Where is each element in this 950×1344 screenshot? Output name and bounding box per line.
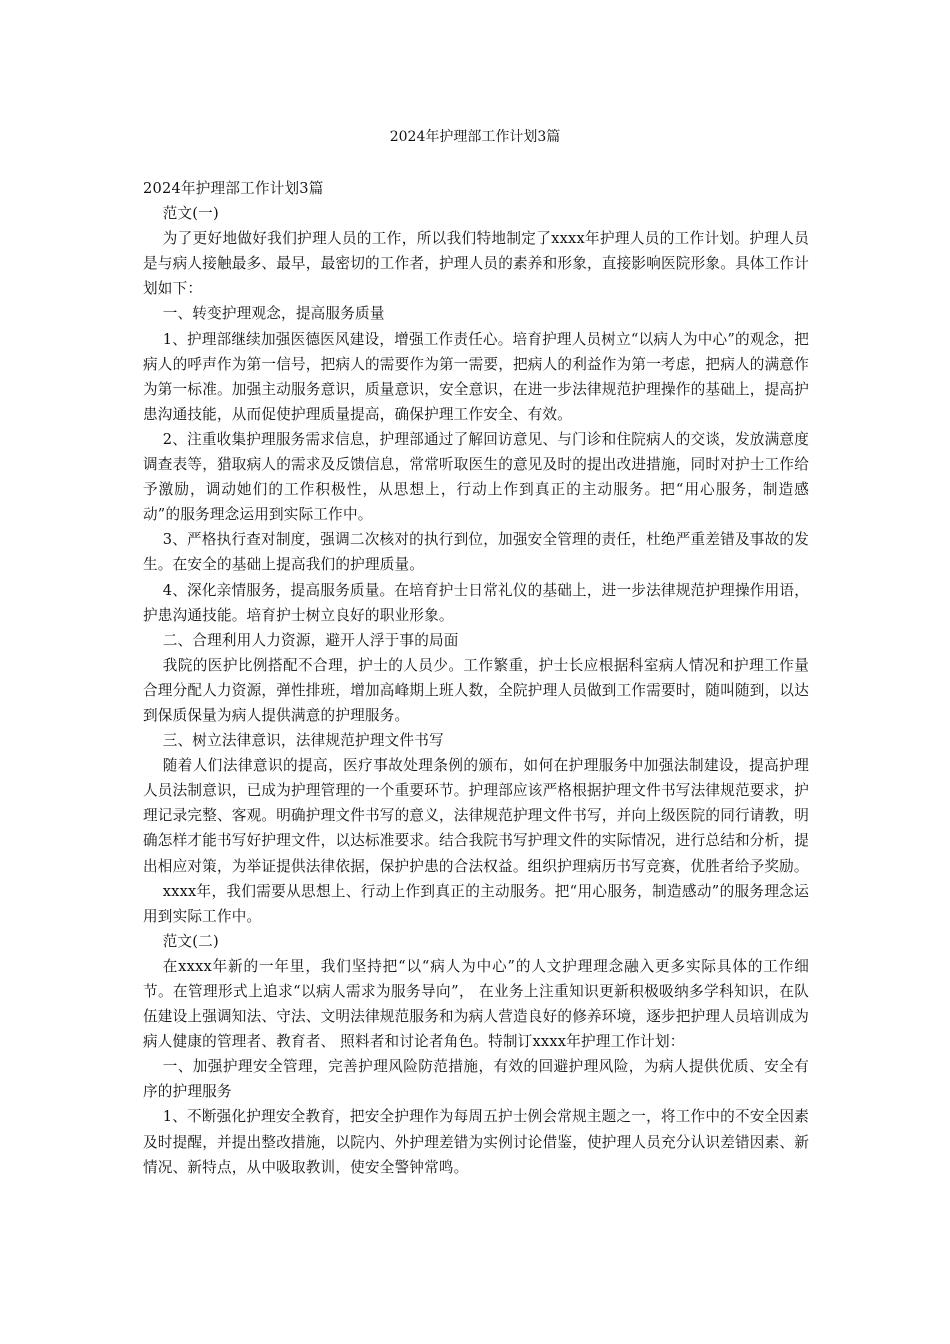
paragraph: 4、深化亲情服务，提高服务质量。在培育护士日常礼仪的基础上，进一步法律规范护理操作用语，护患沟通技能。培育护士树立良好的职业形象。 — [143, 581, 809, 624]
paragraph: 3、严格执行查对制度，强调二次核对的执行到位，加强安全管理的责任，杜绝严重差错及事故的发生。在安全的基础上提高我们的护理质量。 — [143, 531, 809, 574]
paragraph: 为了更好地做好我们护理人员的工作，所以我们特地制定了xxxx年护理人员的工作计划。护理人员是与病人接触最多、最早，最密切的工作者，护理人员的素养和形象，直接影响医院形象。具体工作计划如下： — [143, 230, 809, 298]
paragraph: xxxx年，我们需要从思想上、行动上作到真正的主动服务。把“用心服务，制造感动”的服务理念运用到实际工作中。 — [143, 882, 809, 925]
paragraph: 随着人们法律意识的提高，医疗事故处理条例的颁布，如何在护理服务中加强法制建设，提高护理人员法制意识，已成为护理管理的一个重要环节。护理部应该严格根据护理文件书写法律规范要求，护理记录完整、客观。明确护理文件书写的意义，法律规范护理文件书写，并向上级医院的同行请教，明确怎样才能书写好护理文件，以达标准要求。结合我院书写护理文件的实际情况，进行总结和分析，提出相应对策，为举证提供法律依据，保护护患的合法权益。组织护理病历书写竞赛，优胜者给予奖励。 — [143, 757, 809, 875]
document-body — [143, 176, 809, 1180]
paragraph: 1、不断强化护理安全教育，把安全护理作为每周五护士例会常规主题之一，将工作中的不安全因素及时提醒，并提出整改措施，以院内、外护理差错为实例讨论借鉴，使护理人员充分认识差错因素、新情况、新特点，从中吸取教训，使安全警钟常鸣。 — [143, 1108, 809, 1176]
paragraph: 2、注重收集护理服务需求信息，护理部通过了解回访意见、与门诊和住院病人的交谈，发放满意度调查表等，猎取病人的需求及反馈信息，常常听取医生的意见及时的提出改进措施，同时对护士工作给予激励，调动她们的工作积极性，从思想上，行动上作到真正的主动服务。把“用心服务，制造感动”的服务理念运用到实际工作中。 — [143, 430, 809, 524]
paragraph: 1、护理部继续加强医德医风建设，增强工作责任心。培育护理人员树立“以病人为中心”的观念，把病人的呼声作为第一信号，把病人的需要作为第一需要，把病人的利益作为第一考虑，把病人的满意作为第一标准。加强主动服务意识，质量意识，安全意识，在进一步法律规范护理操作的基础上，提高护患沟通技能，从而促使护理质量提高，确保护理工作安全、有效。 — [143, 330, 809, 423]
paragraph: 范文(一) — [162, 205, 219, 223]
paragraph: 一、加强护理安全管理，完善护理风险防范措施，有效的回避护理风险，为病人提供优质、安全有序的护理服务 — [143, 1058, 809, 1101]
document-subtitle: 2024年护理部工作计划3篇 — [143, 180, 324, 197]
page-title: 2024年护理部工作计划3篇 — [389, 129, 561, 145]
paragraph: 一、转变护理观念，提高服务质量 — [162, 305, 385, 323]
paragraph: 二、合理利用人力资源，避开人浮于事的局面 — [162, 631, 459, 649]
paragraph: 在xxxx年新的一年里，我们坚持把“以“病人为中心”的人文护理理念融入更多实际具体的工作细节。在管理形式上追求“以病人需求为服务导向”， 在业务上注重知识更新积极吸纳多学科知识，在队伍建设上强调知法、守法、文明法律规范服务和为病人营造良好的修养环境，逐步把护理人员培训成为病人健康的管理者、教育者、 照料者和讨论者角色。特制订xxxx年护理工作计划： — [143, 957, 809, 1051]
paragraph: 我院的医护比例搭配不合理，护士的人员少。工作繁重，护士长应根据科室病人情况和护理工作量合理分配人力资源，弹性排班，增加高峰期上班人数，全院护理人员做到工作需要时，随叫随到，以达到保质保量为病人提供满意的护理服务。 — [143, 656, 809, 724]
paragraph: 三、树立法律意识，法律规范护理文件书写 — [162, 732, 444, 750]
paragraph: 范文(二) — [162, 932, 219, 950]
